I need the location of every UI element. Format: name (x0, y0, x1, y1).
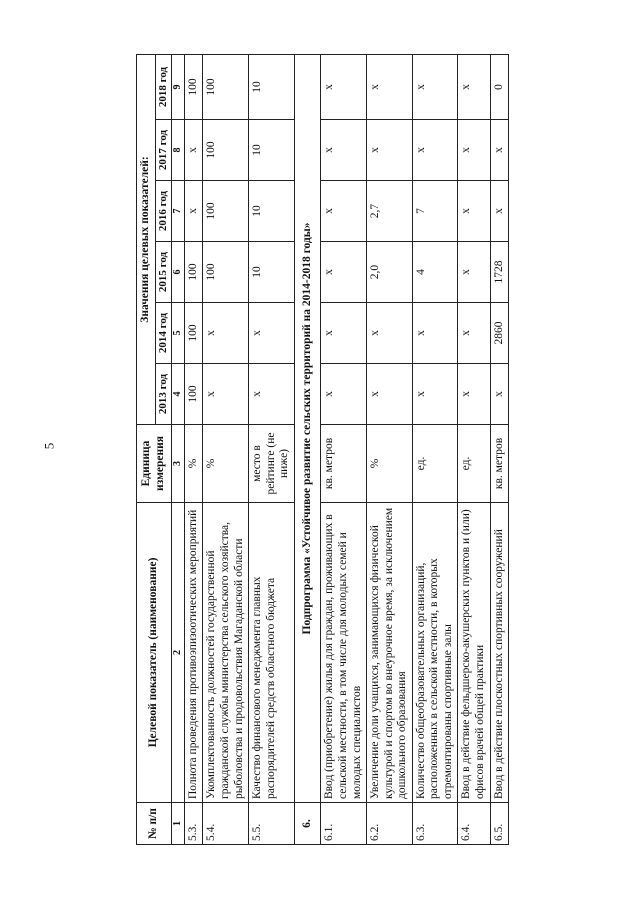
value-cell: 100 (184, 242, 203, 303)
table-row (412, 54, 458, 844)
value-cell: 100 (203, 120, 249, 181)
value-cell: x (321, 303, 367, 364)
value-cell: 10 (249, 242, 295, 303)
header-unit: Единица измерения (137, 425, 172, 503)
value-cell: x (321, 364, 367, 425)
value-cell: 100 (203, 54, 249, 119)
value-cell: 100 (184, 364, 203, 425)
column-number: 7 (172, 181, 185, 242)
row-number: 5.4. (203, 803, 249, 845)
value-cell: x (412, 364, 458, 425)
indicator-name: Ввод в действие плоскостных спортивных сооружений (490, 503, 509, 803)
value-cell: x (321, 54, 367, 119)
value-cell: x (184, 181, 203, 242)
indicator-name: Укомплектованность должностей государственной гражданской службы министерства сельского хозяйства, рыболовства и продовольствия Магаданской области (203, 503, 249, 803)
table-row (184, 54, 203, 844)
value-cell: 4 (412, 242, 458, 303)
indicators-table (136, 54, 509, 845)
value-cell: x (490, 120, 509, 181)
year-header: 2018 год (155, 54, 172, 119)
value-cell: 100 (184, 303, 203, 364)
year-header: 2013 год (155, 364, 172, 425)
value-cell: x (412, 303, 458, 364)
value-cell: x (249, 303, 295, 364)
unit-cell: % (367, 425, 413, 503)
value-cell: 2,7 (367, 181, 413, 242)
value-cell: 10 (249, 181, 295, 242)
value-cell: x (458, 54, 490, 119)
value-cell: 0 (490, 54, 509, 119)
value-cell: x (249, 364, 295, 425)
year-header: 2014 год (155, 303, 172, 364)
table-row (249, 54, 295, 844)
unit-cell: кв. метров (321, 425, 367, 503)
table-row (458, 54, 490, 844)
indicator-name: Увеличение доли учащихся, занимающихся физической культурой и спортом во внеурочное время, за исключением дошкольного образования (367, 503, 413, 803)
column-number: 5 (172, 303, 185, 364)
column-number: 8 (172, 120, 185, 181)
value-cell: 10 (249, 120, 295, 181)
value-cell: x (458, 364, 490, 425)
header-indicator: Целевой показатель (наименование) (137, 503, 172, 803)
table-row (203, 54, 249, 844)
row-number: 6.4. (458, 803, 490, 845)
value-cell: x (321, 181, 367, 242)
page-number: 5 (41, 442, 57, 450)
value-cell: x (490, 364, 509, 425)
value-cell: 7 (412, 181, 458, 242)
value-cell: x (321, 242, 367, 303)
column-number-row (172, 54, 185, 844)
row-number: 5.3. (184, 803, 203, 845)
value-cell: x (458, 120, 490, 181)
value-cell: x (458, 242, 490, 303)
unit-cell: % (203, 425, 249, 503)
value-cell: 10 (249, 54, 295, 119)
subprogram-title: Подпрограмма «Устойчивое развитие сельских территорий на 2014-2018 годы» (294, 54, 321, 802)
row-number: 6.5. (490, 803, 509, 845)
column-number: 6 (172, 242, 185, 303)
value-cell: x (203, 364, 249, 425)
column-number: 2 (172, 503, 185, 803)
year-header: 2016 год (155, 181, 172, 242)
value-cell: x (367, 364, 413, 425)
unit-cell: место в рейтинге (не ниже) (249, 425, 295, 503)
unit-cell: % (184, 425, 203, 503)
year-header: 2015 год (155, 242, 172, 303)
unit-cell: ед. (458, 425, 490, 503)
column-number: 1 (172, 803, 185, 845)
indicator-name: Полнота проведения противоэпизоотических мероприятий (184, 503, 203, 803)
indicator-name: Качество финансового менеджмента главных распорядителей средств областного бюджета (249, 503, 295, 803)
value-cell: x (458, 303, 490, 364)
value-cell: x (321, 120, 367, 181)
unit-cell: кв. метров (490, 425, 509, 503)
value-cell: x (412, 54, 458, 119)
table-row (321, 54, 367, 844)
value-cell: 100 (203, 242, 249, 303)
indicator-name: Ввод (приобретение) жилья для граждан, проживающих в сельской местности, в том числе для молодых семей и молодых специалистов (321, 503, 367, 803)
unit-cell: ед. (412, 425, 458, 503)
value-cell: x (490, 181, 509, 242)
subprogram-number: 6. (294, 803, 321, 845)
year-header: 2017 год (155, 120, 172, 181)
value-cell: x (412, 120, 458, 181)
value-cell: x (367, 54, 413, 119)
column-number: 4 (172, 364, 185, 425)
table-body (172, 54, 509, 844)
table-row (367, 54, 413, 844)
value-cell: x (367, 303, 413, 364)
subprogram-row (294, 54, 321, 844)
value-cell: 1728 (490, 242, 509, 303)
value-cell: 2860 (490, 303, 509, 364)
value-cell: 100 (184, 54, 203, 119)
column-number: 3 (172, 425, 185, 503)
value-cell: x (367, 120, 413, 181)
header-num: № п/п (137, 803, 172, 845)
rotated-document (136, 55, 616, 845)
row-number: 6.2. (367, 803, 413, 845)
value-cell: x (184, 120, 203, 181)
row-number: 5.5. (249, 803, 295, 845)
row-number: 6.3. (412, 803, 458, 845)
column-number: 9 (172, 54, 185, 119)
indicator-name: Количество общеобразовательных организаций, расположенных в сельской местности, в которых отремонтированы спортивные залы (412, 503, 458, 803)
value-cell: x (203, 303, 249, 364)
value-cell: 100 (203, 181, 249, 242)
header-values: Значения целевых показателей: (137, 54, 156, 424)
table-row (490, 54, 509, 844)
row-number: 6.1. (321, 803, 367, 845)
indicator-name: Ввод в действие фельдшерско-акушерских пунктов и (или) офисов врачей общей практики (458, 503, 490, 803)
value-cell: x (458, 181, 490, 242)
value-cell: 2,0 (367, 242, 413, 303)
